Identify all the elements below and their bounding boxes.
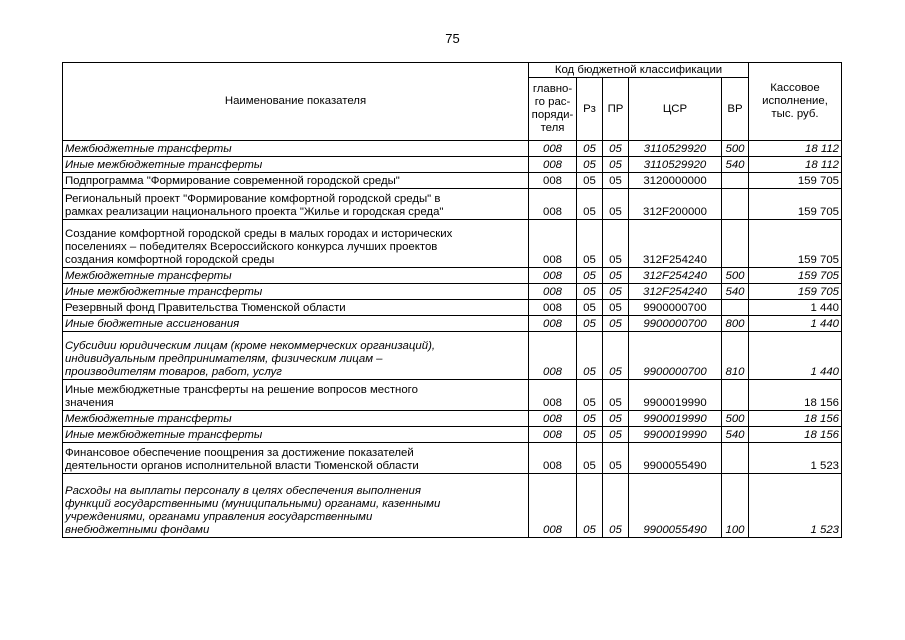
row-name: Иные межбюджетные трансферты (63, 157, 529, 173)
row-glavn: 008 (529, 474, 577, 538)
row-csr: 9900055490 (629, 443, 722, 474)
table-row (63, 316, 842, 332)
budget-table (62, 62, 842, 538)
row-vr (722, 173, 749, 189)
row-vr: 810 (722, 332, 749, 380)
row-rz: 05 (577, 157, 603, 173)
row-glavn: 008 (529, 300, 577, 316)
row-rz: 05 (577, 427, 603, 443)
row-name: Расходы на выплаты персоналу в целях обеспечения выполнения функций государственными (муниципальными) органами, казенными учреждениями, органами управления государственными внебюджетными фондами (63, 474, 529, 538)
row-glavn: 008 (529, 380, 577, 411)
row-name: Межбюджетные трансферты (63, 268, 529, 284)
row-glavn: 008 (529, 332, 577, 380)
row-amount: 1 523 (749, 443, 842, 474)
header-vr: ВР (722, 78, 749, 141)
table-row (63, 173, 842, 189)
row-rz: 05 (577, 141, 603, 157)
row-amount: 159 705 (749, 268, 842, 284)
table-row (63, 427, 842, 443)
row-pr: 05 (603, 474, 629, 538)
row-glavn: 008 (529, 427, 577, 443)
table-row (63, 411, 842, 427)
row-vr (722, 220, 749, 268)
row-rz: 05 (577, 474, 603, 538)
row-rz: 05 (577, 300, 603, 316)
header-glavn-text: главно- го рас- поряди- теля (531, 83, 574, 134)
row-amount: 159 705 (749, 189, 842, 220)
row-glavn: 008 (529, 157, 577, 173)
row-amount: 159 705 (749, 173, 842, 189)
row-rz: 05 (577, 268, 603, 284)
row-pr: 05 (603, 427, 629, 443)
row-vr: 500 (722, 411, 749, 427)
row-glavn: 008 (529, 411, 577, 427)
row-csr: 9900019990 (629, 411, 722, 427)
row-vr (722, 380, 749, 411)
row-name: Иные межбюджетные трансферты на решение вопросов местного значения (63, 380, 529, 411)
row-rz: 05 (577, 443, 603, 474)
table-row (63, 332, 842, 380)
row-vr: 540 (722, 427, 749, 443)
row-amount: 18 156 (749, 380, 842, 411)
row-amount: 159 705 (749, 220, 842, 268)
row-pr: 05 (603, 300, 629, 316)
row-amount: 1 523 (749, 474, 842, 538)
header-amount-text: Кассовое исполнение, тыс. руб. (762, 82, 828, 120)
table-header (63, 63, 842, 141)
table-row (63, 380, 842, 411)
table-row (63, 443, 842, 474)
row-csr: 9900000700 (629, 300, 722, 316)
row-glavn: 008 (529, 173, 577, 189)
row-vr (722, 189, 749, 220)
row-vr: 540 (722, 284, 749, 300)
row-amount: 18 112 (749, 157, 842, 173)
row-csr: 9900019990 (629, 380, 722, 411)
row-glavn: 008 (529, 443, 577, 474)
table-row (63, 157, 842, 173)
row-amount: 159 705 (749, 284, 842, 300)
row-glavn: 008 (529, 141, 577, 157)
table-row (63, 268, 842, 284)
row-csr: 3120000000 (629, 173, 722, 189)
row-name: Иные бюджетные ассигнования (63, 316, 529, 332)
header-csr: ЦСР (629, 78, 722, 141)
row-name: Межбюджетные трансферты (63, 411, 529, 427)
row-rz: 05 (577, 316, 603, 332)
table-row (63, 220, 842, 268)
row-glavn: 008 (529, 316, 577, 332)
header-code-group: Код бюджетной классификации (529, 63, 749, 78)
row-glavn: 008 (529, 189, 577, 220)
row-amount: 18 156 (749, 427, 842, 443)
row-vr: 800 (722, 316, 749, 332)
row-glavn: 008 (529, 268, 577, 284)
row-pr: 05 (603, 332, 629, 380)
row-vr: 500 (722, 141, 749, 157)
row-amount: 18 112 (749, 141, 842, 157)
row-rz: 05 (577, 380, 603, 411)
row-csr: 9900055490 (629, 474, 722, 538)
row-rz: 05 (577, 173, 603, 189)
row-amount: 1 440 (749, 300, 842, 316)
table-row (63, 189, 842, 220)
table-row (63, 300, 842, 316)
row-glavn: 008 (529, 284, 577, 300)
row-vr (722, 443, 749, 474)
row-pr: 05 (603, 141, 629, 157)
row-csr: 9900000700 (629, 316, 722, 332)
row-glavn: 008 (529, 220, 577, 268)
row-pr: 05 (603, 380, 629, 411)
row-csr: 312F254240 (629, 268, 722, 284)
row-csr: 3110529920 (629, 157, 722, 173)
page-number: 75 (445, 31, 460, 46)
header-glavn (529, 78, 577, 141)
header-name: Наименование показателя (63, 63, 529, 141)
row-name: Субсидии юридическим лицам (кроме некоммерческих организаций), индивидуальным предпринимателям, физическим лицам – производителям товаров, работ, услуг (63, 332, 529, 380)
row-pr: 05 (603, 411, 629, 427)
row-name: Региональный проект "Формирование комфортной городской среды" в рамках реализации национального проекта "Жилье и городская среда" (63, 189, 529, 220)
table-body (63, 141, 842, 538)
row-amount: 1 440 (749, 332, 842, 380)
row-csr: 312F254240 (629, 284, 722, 300)
row-name: Подпрограмма "Формирование современной городской среды" (63, 173, 529, 189)
row-pr: 05 (603, 189, 629, 220)
row-name: Иные межбюджетные трансферты (63, 284, 529, 300)
row-rz: 05 (577, 411, 603, 427)
row-csr: 3110529920 (629, 141, 722, 157)
header-amount (749, 63, 842, 141)
table-row (63, 141, 842, 157)
row-vr (722, 300, 749, 316)
row-pr: 05 (603, 268, 629, 284)
row-name: Резервный фонд Правительства Тюменской области (63, 300, 529, 316)
row-rz: 05 (577, 332, 603, 380)
row-vr: 500 (722, 268, 749, 284)
row-rz: 05 (577, 220, 603, 268)
header-rz: Рз (577, 78, 603, 141)
row-csr: 312F254240 (629, 220, 722, 268)
row-name: Иные межбюджетные трансферты (63, 427, 529, 443)
row-name: Межбюджетные трансферты (63, 141, 529, 157)
row-pr: 05 (603, 220, 629, 268)
row-name: Финансовое обеспечение поощрения за достижение показателей деятельности органов исполнительной власти Тюменской области (63, 443, 529, 474)
row-name: Создание комфортной городской среды в малых городах и исторических поселениях – победителях Всероссийского конкурса лучших проектов создания комфортной городской среды (63, 220, 529, 268)
row-rz: 05 (577, 189, 603, 220)
row-amount: 18 156 (749, 411, 842, 427)
row-pr: 05 (603, 157, 629, 173)
row-csr: 9900000700 (629, 332, 722, 380)
row-pr: 05 (603, 173, 629, 189)
row-pr: 05 (603, 316, 629, 332)
row-pr: 05 (603, 443, 629, 474)
table-row (63, 474, 842, 538)
row-rz: 05 (577, 284, 603, 300)
row-vr: 100 (722, 474, 749, 538)
table-row (63, 284, 842, 300)
row-csr: 9900019990 (629, 427, 722, 443)
header-pr: ПР (603, 78, 629, 141)
row-csr: 312F200000 (629, 189, 722, 220)
row-amount: 1 440 (749, 316, 842, 332)
row-vr: 540 (722, 157, 749, 173)
row-pr: 05 (603, 284, 629, 300)
